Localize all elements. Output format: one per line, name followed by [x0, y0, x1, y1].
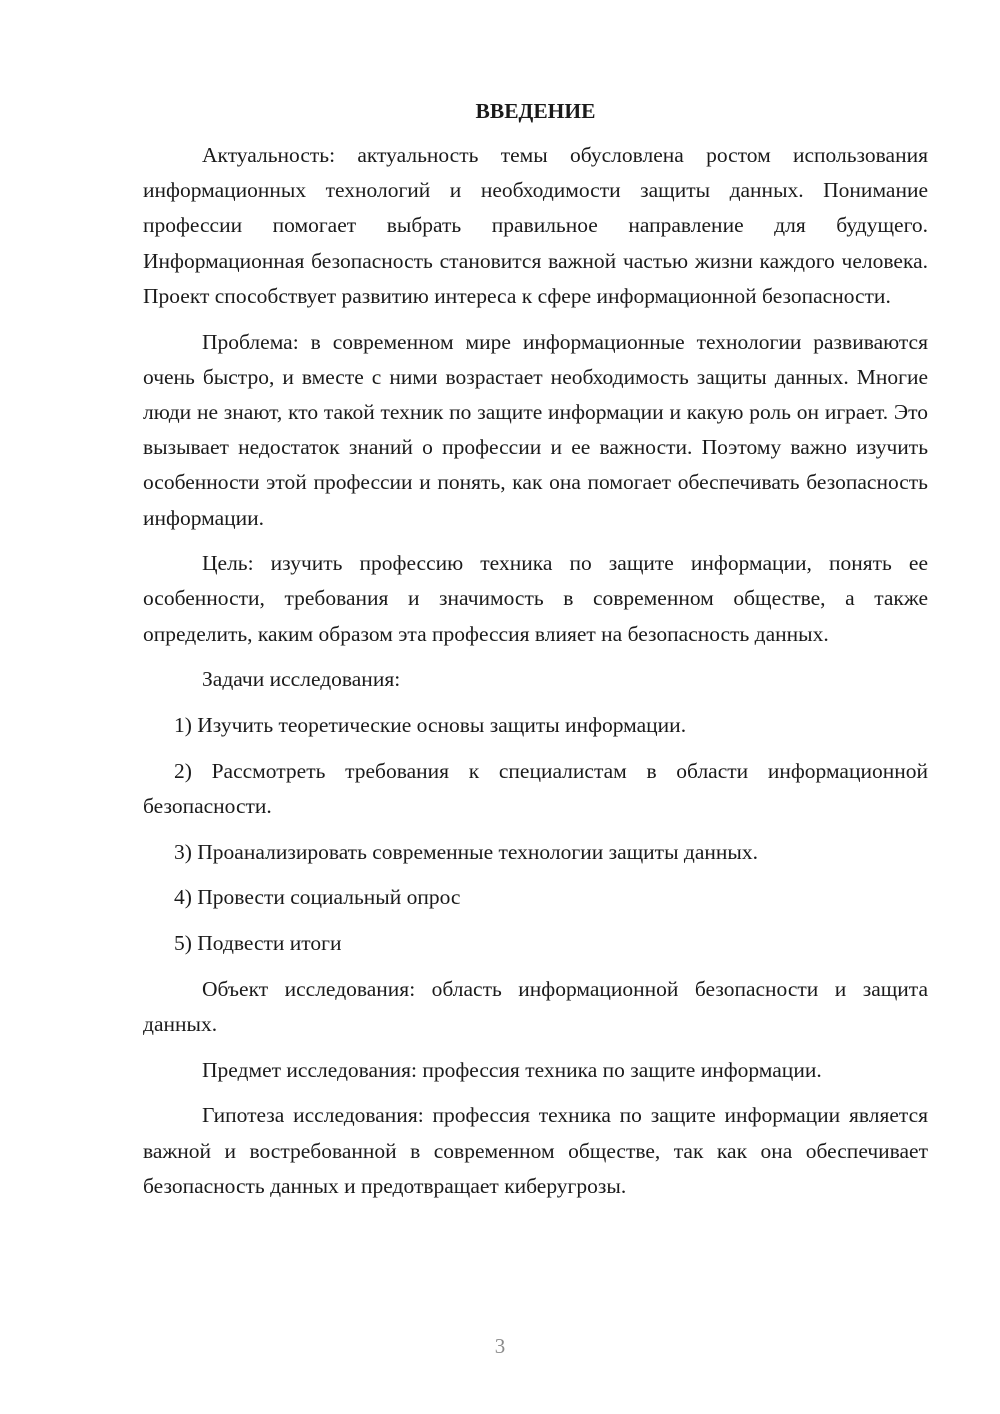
task-item-2: 2) Рассмотреть требования к специалистам в области информационной безопасности.	[143, 758, 928, 818]
paragraph-goal: Цель: изучить профессию техника по защите информации, понять ее особенности, требования и значимость в современном обществе, а также определить, каким образом эта профессия влияет на безопасность данных.	[143, 551, 928, 646]
page-number: 3	[494, 1334, 506, 1358]
paragraph-tasks-heading: Задачи исследования:	[202, 667, 401, 692]
task-item-3: 3) Проанализировать современные технологии защиты данных.	[174, 839, 758, 864]
section-heading: ВВЕДЕНИЕ	[475, 99, 596, 123]
paragraph-hypothesis: Гипотеза исследования: профессия техника по защите информации является важной и востребованной в современном обществе, так как она обеспечивает безопасность данных и предотвращает киберугрозы.	[143, 1103, 928, 1198]
document-page	[143, 96, 928, 1214]
paragraph-relevance: Актуальность: актуальность темы обусловлена ростом использования информационных технологий и необходимости защиты данных. Понимание профессии помогает выбрать правильное направление для будущего. Информационная безопасность становится важной частью жизни каждого человека. Проект способствует развитию интереса к сфере информационной безопасности.	[143, 143, 928, 308]
task-item-1: 1) Изучить теоретические основы защиты информации.	[174, 713, 687, 738]
task-item-4: 4) Провести социальный опрос	[174, 885, 461, 910]
paragraph-subject: Предмет исследования: профессия техника по защите информации.	[202, 1057, 822, 1082]
paragraph-problem: Проблема: в современном мире информационные технологии развиваются очень быстро, и вместе с ними возрастает необходимость защиты данных. Многие люди не знают, кто такой техник по защите информации и какую роль он играет. Это вызывает недостаток знаний о профессии и ее важности. Поэтому важно изучить особенности этой профессии и понять, как она помогает обеспечивать безопасность информации.	[143, 329, 928, 530]
task-item-5: 5) Подвести итоги	[174, 931, 342, 956]
paragraph-object: Объект исследования: область информационной безопасности и защита данных.	[143, 976, 928, 1036]
